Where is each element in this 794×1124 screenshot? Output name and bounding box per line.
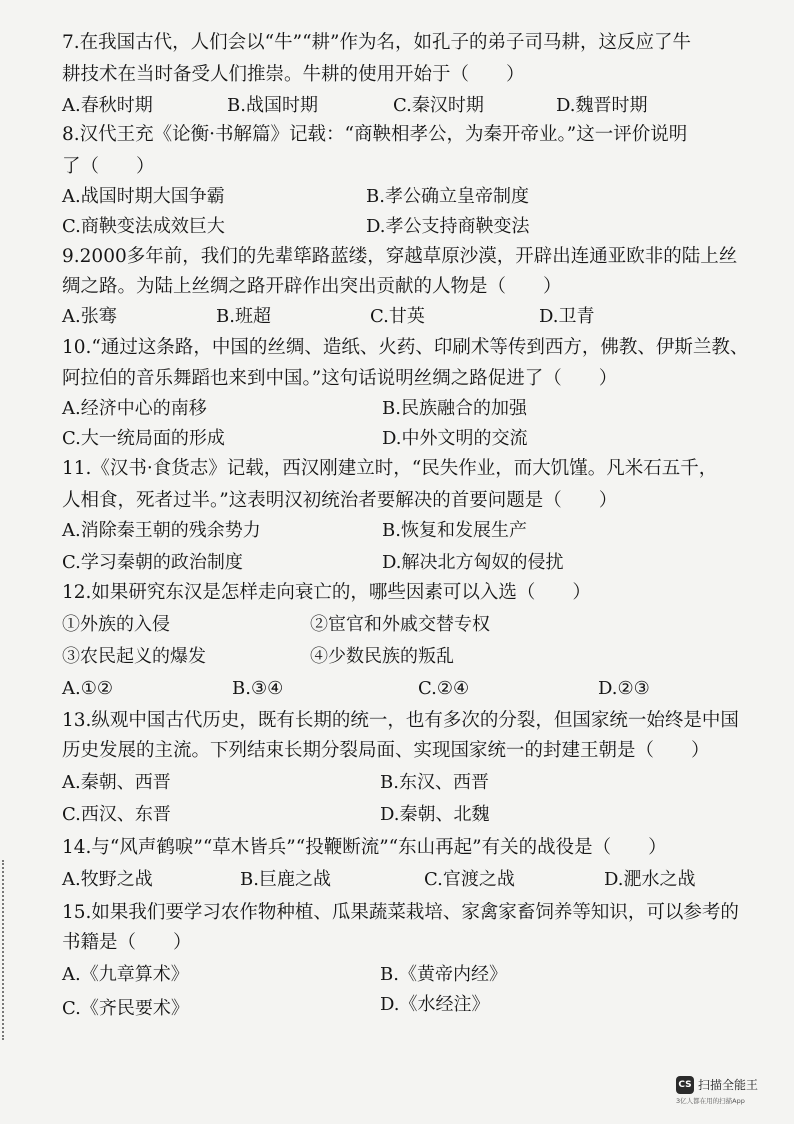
question-11-option-a: A.消除秦王朝的残余势力	[62, 520, 261, 541]
question-14-option-a: A.牧野之战	[62, 869, 153, 890]
question-8-option-d: D.孝公支持商鞅变法	[366, 216, 530, 237]
question-11-line-1: 11.《汉书·食货志》记载，西汉刚建立时，“民失作业，而大饥馑。凡米石五千，	[62, 458, 718, 479]
question-10-option-c: C.大一统局面的形成	[62, 428, 225, 449]
question-8-line-2: 了（ ）	[62, 156, 155, 177]
question-10-option-a: A.经济中心的南移	[62, 398, 207, 419]
question-14-line-1: 14.与“风声鹤唳”“草木皆兵”“投鞭断流”“东山再起”有关的战役是（ ）	[62, 837, 667, 858]
question-13-option-b: B.东汉、西晋	[380, 772, 489, 793]
camscanner-logo-icon: CS	[676, 1076, 694, 1094]
question-8-option-b: B.孝公确立皇帝制度	[366, 186, 529, 207]
question-12-line-1: 12.如果研究东汉是怎样走向衰亡的，哪些因素可以入选（ ）	[62, 582, 591, 603]
question-13-line-2: 历史发展的主流。下列结束长期分裂局面、实现国家统一的封建王朝是（ ）	[62, 740, 710, 761]
question-15-option-c: C.《齐民要术》	[62, 998, 189, 1019]
scanner-watermark	[676, 1076, 786, 1112]
question-15-option-b: B.《黄帝内经》	[380, 964, 507, 985]
question-13-option-d: D.秦朝、北魏	[380, 804, 490, 825]
question-9-option-b: B.班超	[216, 306, 271, 327]
question-7-option-b: B.战国时期	[227, 95, 318, 116]
question-8-option-a: A.战国时期大国争霸	[62, 186, 225, 207]
question-13-option-c: C.西汉、东晋	[62, 804, 171, 825]
question-12-option-a: A.①②	[62, 678, 113, 699]
question-9-option-c: C.甘英	[370, 306, 425, 327]
question-9-line-1: 9.2000多年前，我们的先辈筚路蓝缕，穿越草原沙漠，开辟出连通亚欧非的陆上丝	[62, 246, 738, 267]
question-12-item-4: ④少数民族的叛乱	[310, 646, 454, 667]
question-14-option-d: D.淝水之战	[604, 869, 696, 890]
question-7-line-2: 耕技术在当时备受人们推崇。牛耕的使用开始于（ ）	[62, 64, 525, 85]
question-15-line-1: 15.如果我们要学习农作物种植、瓜果蔬菜栽培、家禽家畜饲养等知识，可以参考的	[62, 902, 739, 923]
question-10-option-b: B.民族融合的加强	[382, 398, 527, 419]
question-8-line-1: 8.汉代王充《论衡·书解篇》记载：“商鞅相孝公，为秦开帝业。”这一评价说明	[62, 124, 688, 145]
question-13-line-1: 13.纵观中国古代历史，既有长期的统一，也有多次的分裂，但国家统一始终是中国	[62, 710, 739, 731]
question-14-option-b: B.巨鹿之战	[240, 869, 331, 890]
question-7-option-a: A.春秋时期	[62, 95, 153, 116]
question-11-option-c: C.学习秦朝的政治制度	[62, 552, 243, 573]
question-11-option-d: D.解决北方匈奴的侵扰	[382, 552, 564, 573]
question-12-item-3: ③农民起义的爆发	[62, 646, 206, 667]
watermark-name: 扫描全能王	[698, 1078, 759, 1092]
question-9-line-2: 绸之路。为陆上丝绸之路开辟作出突出贡献的人物是（ ）	[62, 276, 562, 297]
question-7-line-1: 7.在我国古代，人们会以“牛”“耕”作为名，如孔子的弟子司马耕，这反应了牛	[62, 32, 691, 53]
question-12-item-2: ②宦官和外戚交替专权	[310, 614, 490, 635]
question-11-line-2: 人相食，死者过半。”这表明汉初统治者要解决的首要问题是（ ）	[62, 490, 618, 511]
question-10-line-2: 阿拉伯的音乐舞蹈也来到中国。”这句话说明丝绸之路促进了（ ）	[62, 368, 618, 389]
question-12-item-1: ①外族的入侵	[62, 614, 170, 635]
question-10-option-d: D.中外文明的交流	[382, 428, 528, 449]
question-12-option-d: D.②③	[598, 678, 650, 699]
question-15-line-2: 书籍是（ ）	[62, 932, 192, 953]
question-12-option-c: C.②④	[418, 678, 470, 699]
scan-edge-mark	[2, 860, 12, 1040]
question-14-option-c: C.官渡之战	[424, 869, 515, 890]
question-13-option-a: A.秦朝、西晋	[62, 772, 171, 793]
question-8-option-c: C.商鞅变法成效巨大	[62, 216, 225, 237]
question-9-option-a: A.张骞	[62, 306, 117, 327]
question-11-option-b: B.恢复和发展生产	[382, 520, 527, 541]
question-10-line-1: 10.“通过这条路，中国的丝绸、造纸、火药、印刷术等传到西方，佛教、伊斯兰教、	[62, 337, 749, 358]
question-9-option-d: D.卫青	[539, 306, 595, 327]
question-15-option-d: D.《水经注》	[380, 994, 490, 1015]
question-15-option-a: A.《九章算术》	[62, 964, 189, 985]
question-12-option-b: B.③④	[232, 678, 284, 699]
question-7-option-d: D.魏晋时期	[556, 95, 648, 116]
watermark-subtitle: 3亿人都在用的扫描App	[676, 1097, 745, 1105]
question-7-option-c: C.秦汉时期	[393, 95, 484, 116]
